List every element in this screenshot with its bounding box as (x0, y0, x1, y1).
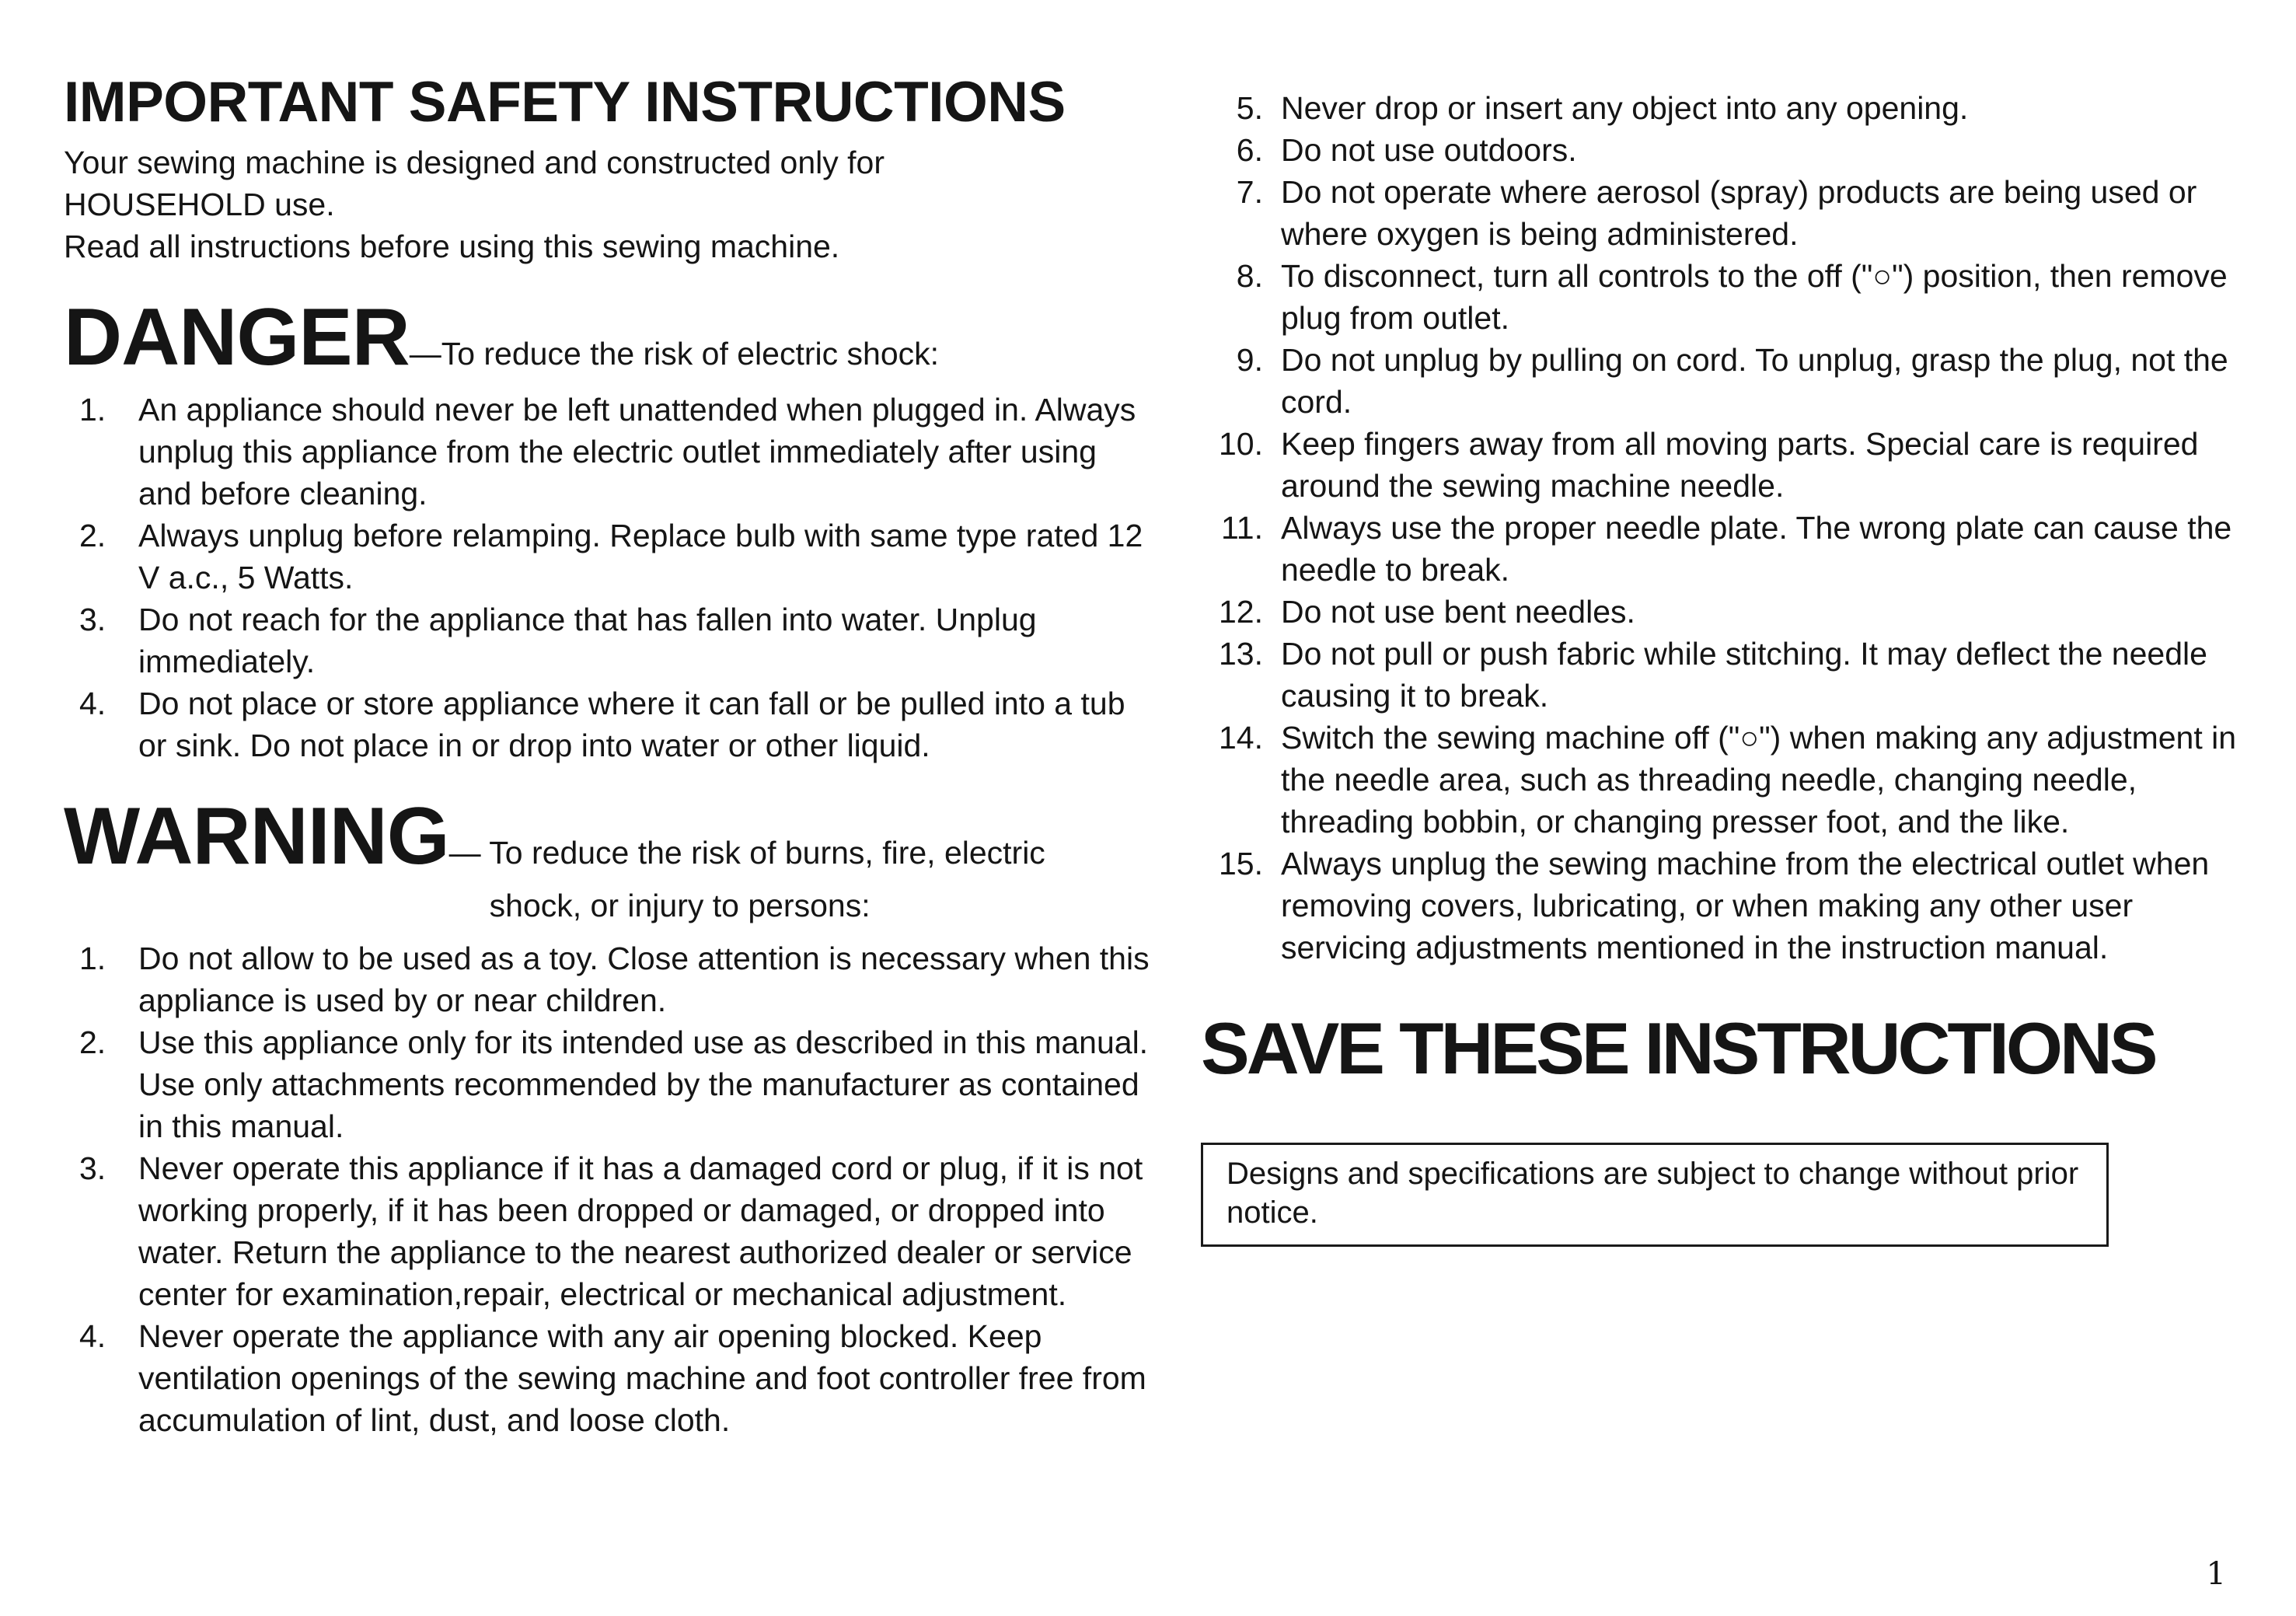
warning-subtitle-line: — To reduce the risk of burns, fire, electric (448, 835, 1045, 871)
intro-line: Read all instructions before using this sewing machine. (64, 229, 840, 264)
item-text: Do not use bent needles. (1281, 594, 1635, 630)
item-text: Always use the proper needle plate. The wrong plate can cause the needle to break. (1281, 510, 2232, 588)
list-item (1201, 633, 2266, 717)
notice-box: Designs and specifications are subject to change without prior notice. (1201, 1143, 2109, 1247)
item-number: 1. (79, 392, 106, 428)
list-item (64, 937, 1152, 1021)
item-number: 8. (1236, 258, 1263, 294)
list-item (64, 1021, 1152, 1147)
danger-subtitle: —To reduce the risk of electric shock: (409, 336, 940, 372)
list-item (1201, 171, 2266, 255)
save-instructions-heading: SAVE THESE INSTRUCTIONS (1201, 1007, 2155, 1089)
list-item (64, 389, 1152, 515)
item-text: Never operate this appliance if it has a damaged cord or plug, if it is not working properly, if it has been dropped or damaged, or dropped into water. Return the appliance to the nearest authorized dealer or service center for examination,repair, electrical or mechanical adjustment. (138, 1150, 1143, 1312)
item-text: Always unplug before relamping. Replace bulb with same type rated 12 V a.c., 5 Watts. (138, 518, 1143, 595)
right-column (1201, 87, 2266, 1247)
item-text: Do not use outdoors. (1281, 132, 1577, 168)
page-number: 1 (2206, 1556, 2226, 1592)
intro-line: HOUSEHOLD use. (64, 187, 335, 222)
item-text: Always unplug the sewing machine from the electrical outlet when removing covers, lubricating, or when making any other user servicing adjustments mentioned in the instruction manual. (1281, 846, 2210, 965)
list-item (1201, 339, 2266, 423)
danger-heading (64, 292, 1152, 382)
item-text: Switch the sewing machine off ("○") when making any adjustment in the needle area, such as threading needle, changing needle, threading bobbin, or changing presser foot, and the like. (1281, 720, 2237, 839)
page-title: IMPORTANT SAFETY INSTRUCTIONS (64, 71, 1066, 134)
item-text: Do not reach for the appliance that has fallen into water. Unplug immediately. (138, 602, 1037, 679)
item-number: 15. (1219, 846, 1263, 881)
item-number: 4. (79, 1318, 106, 1354)
list-item (1201, 843, 2266, 969)
list-item (64, 599, 1152, 682)
warning-list (64, 937, 1152, 1441)
item-number: 14. (1219, 720, 1263, 756)
item-number: 10. (1219, 426, 1263, 462)
item-text: Use this appliance only for its intended use as described in this manual. Use only attachments recommended by the manufacturer as contained in this manual. (138, 1024, 1149, 1144)
item-text: Do not place or store appliance where it can fall or be pulled into a tub or sink. Do not place in or drop into water or other liquid. (138, 686, 1125, 763)
list-item (1201, 87, 2266, 129)
item-number: 4. (79, 686, 106, 721)
item-text: An appliance should never be left unattended when plugged in. Always unplug this appliance from the electric outlet immediately after using and before cleaning. (138, 392, 1136, 511)
item-number: 5. (1236, 90, 1263, 126)
danger-list (64, 389, 1152, 766)
item-text: Do not operate where aerosol (spray) products are being used or where oxygen is being administered. (1281, 174, 2197, 252)
item-number: 6. (1236, 132, 1263, 168)
list-item (1201, 507, 2266, 591)
warning-word: WARNING (64, 791, 449, 881)
intro-text (64, 141, 1152, 267)
item-text: Do not allow to be used as a toy. Close attention is necessary when this appliance is used by or near children. (138, 941, 1150, 1018)
list-item (1201, 423, 2266, 507)
item-text: Never drop or insert any object into any opening. (1281, 90, 1969, 126)
intro-line: Your sewing machine is designed and constructed only for (64, 145, 885, 180)
item-number: 2. (79, 518, 106, 553)
item-number: 9. (1236, 342, 1263, 378)
item-number: 3. (79, 602, 106, 637)
item-number: 13. (1219, 636, 1263, 672)
item-number: 12. (1219, 594, 1263, 630)
item-number: 11. (1221, 510, 1263, 546)
warning-heading (64, 791, 1152, 927)
item-number: 1. (79, 941, 106, 976)
item-text: Do not unplug by pulling on cord. To unplug, grasp the plug, not the cord. (1281, 342, 2228, 420)
item-text: Do not pull or push fabric while stitching. It may deflect the needle causing it to break. (1281, 636, 2207, 714)
list-item (64, 515, 1152, 599)
list-item (1201, 255, 2266, 339)
list-item (1201, 717, 2266, 843)
item-number: 3. (79, 1150, 106, 1186)
list-item (64, 682, 1152, 766)
item-text: To disconnect, turn all controls to the off ("○") position, then remove plug from outlet. (1281, 258, 2228, 336)
item-text: Never operate the appliance with any air opening blocked. Keep ventilation openings of the sewing machine and foot controller free from accumulation of lint, dust, and loose cloth. (138, 1318, 1146, 1438)
item-number: 2. (79, 1024, 106, 1060)
list-item (64, 1147, 1152, 1315)
left-column (64, 71, 1152, 1441)
danger-word: DANGER (64, 292, 410, 382)
warning-subtitle (449, 832, 1045, 927)
list-item (1201, 591, 2266, 633)
warning-subtitle-line: shock, or injury to persons: (489, 888, 871, 923)
item-text: Keep fingers away from all moving parts. Special care is required around the sewing machine needle. (1281, 426, 2199, 504)
item-number: 7. (1236, 174, 1263, 210)
continued-list (1201, 87, 2266, 969)
list-item (64, 1315, 1152, 1441)
list-item (1201, 129, 2266, 171)
